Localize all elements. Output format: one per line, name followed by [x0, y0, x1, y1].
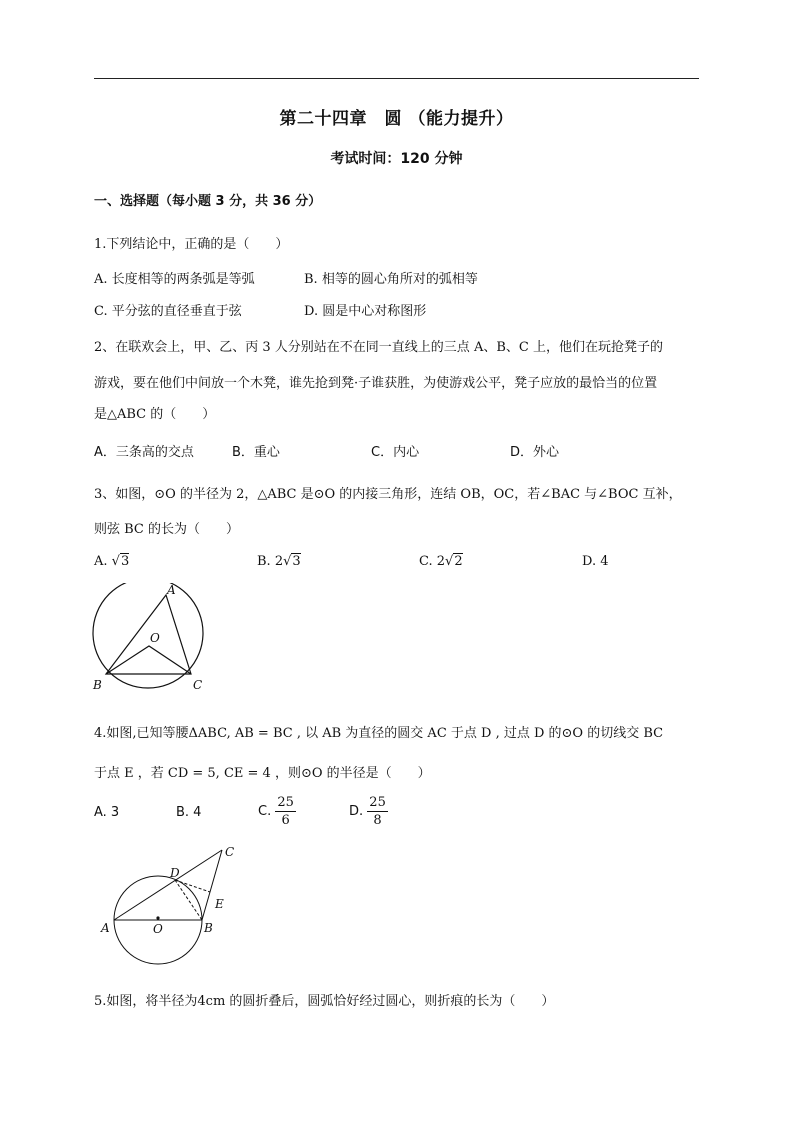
question-4-option-b: B. 4 [176, 805, 202, 820]
question-3-figure [90, 583, 210, 695]
question-3-line-1: 3、如图，⊙O 的半径为 2，△ABC 是⊙O 的内接三角形，连结 OB，OC，若∠BAC 与∠BOC 互补， [94, 487, 682, 502]
radicand-a: 3 [120, 554, 130, 569]
question-4-figure [98, 842, 248, 967]
question-2-option-c: C．内心 [371, 445, 420, 460]
question-4-line-1: 4.如图,已知等腰ΔABC, AB = BC , 以 AB 为直径的圆交 AC 于点 D , 过点 D 的⊙O 的切线交 BC [94, 726, 664, 741]
radicand-b: 3 [292, 554, 301, 569]
section-heading: 一、选择题（每小题 3 分，共 36 分） [94, 194, 322, 209]
fraction-c: $\frac{25}{6}$ [277, 795, 294, 828]
question-1-option-c: C. 平分弦的直径垂直于弦 [94, 304, 242, 319]
radicand-c: 2 [454, 554, 463, 569]
question-4-option-c: C. $\frac{25}{6}$ [258, 795, 294, 828]
header-rule [94, 78, 699, 79]
radii-ob-oc [106, 646, 191, 674]
segment-db [175, 880, 202, 920]
question-2-option-d: D．外心 [510, 445, 560, 460]
question-3-option-d: D. 4 [582, 554, 609, 569]
label-a: A [167, 583, 176, 597]
question-1-option-b: B. 相等的圆心角所对的弧相等 [304, 272, 478, 287]
label-o: O [153, 922, 163, 936]
label-e: E [215, 897, 224, 911]
exam-time: 考试时间：120 分钟 [330, 151, 463, 167]
page-title: 第二十四章 圆 （能力提升） [279, 109, 514, 129]
question-1-option-d: D. 圆是中心对称图形 [304, 304, 427, 319]
question-4-option-d: D. $\frac{25}{8}$ [349, 795, 386, 828]
question-3-option-b: B. 2√3 [257, 554, 301, 569]
question-1-stem: 1.下列结论中，正确的是（ ） [94, 237, 289, 252]
question-5-stem: 5.如图，将半径为4cm 的圆折叠后，圆弧恰好经过圆心，则折痕的长为（ ） [94, 994, 555, 1009]
question-2-line-1: 2、在联欢会上，甲、乙、丙 3 人分别站在不在同一直线上的三点 A、B、C 上，他们在玩抢凳子的 [94, 340, 663, 355]
label-b: B [93, 678, 102, 692]
fraction-d: $\frac{25}{8}$ [369, 795, 386, 828]
question-3-option-c: C. 2√2 [419, 554, 463, 569]
question-2-line-2: 游戏，要在他们中间放一个木凳，谁先抢到凳·子谁获胜，为使游戏公平，凳子应放的最恰当的位置 [94, 376, 658, 391]
side-ac [114, 850, 222, 920]
question-4-line-2: 于点 E ，若 CD = 5, CE = 4 ，则⊙O 的半径是（ ） [94, 766, 431, 781]
label-d: D [170, 866, 180, 880]
question-3-line-2: 则弦 BC 的长为（ ） [94, 522, 240, 537]
label-b: B [204, 921, 213, 935]
question-2-line-3: 是△ABC 的（ ） [94, 407, 216, 422]
question-2-option-a: A．三条高的交点 [94, 445, 194, 460]
question-4-option-a: A. 3 [94, 805, 120, 820]
label-o: O [150, 631, 160, 645]
tangent-de [175, 880, 210, 892]
question-1-option-a: A. 长度相等的两条弧是等弧 [94, 272, 255, 287]
center-dot [156, 916, 159, 919]
label-c: C [225, 845, 235, 859]
triangle-abc [106, 595, 191, 674]
question-3-option-a: A. √3 [94, 554, 130, 569]
label-c: C [193, 678, 203, 692]
label-a: A [101, 921, 110, 935]
question-2-option-b: B．重心 [232, 445, 280, 460]
